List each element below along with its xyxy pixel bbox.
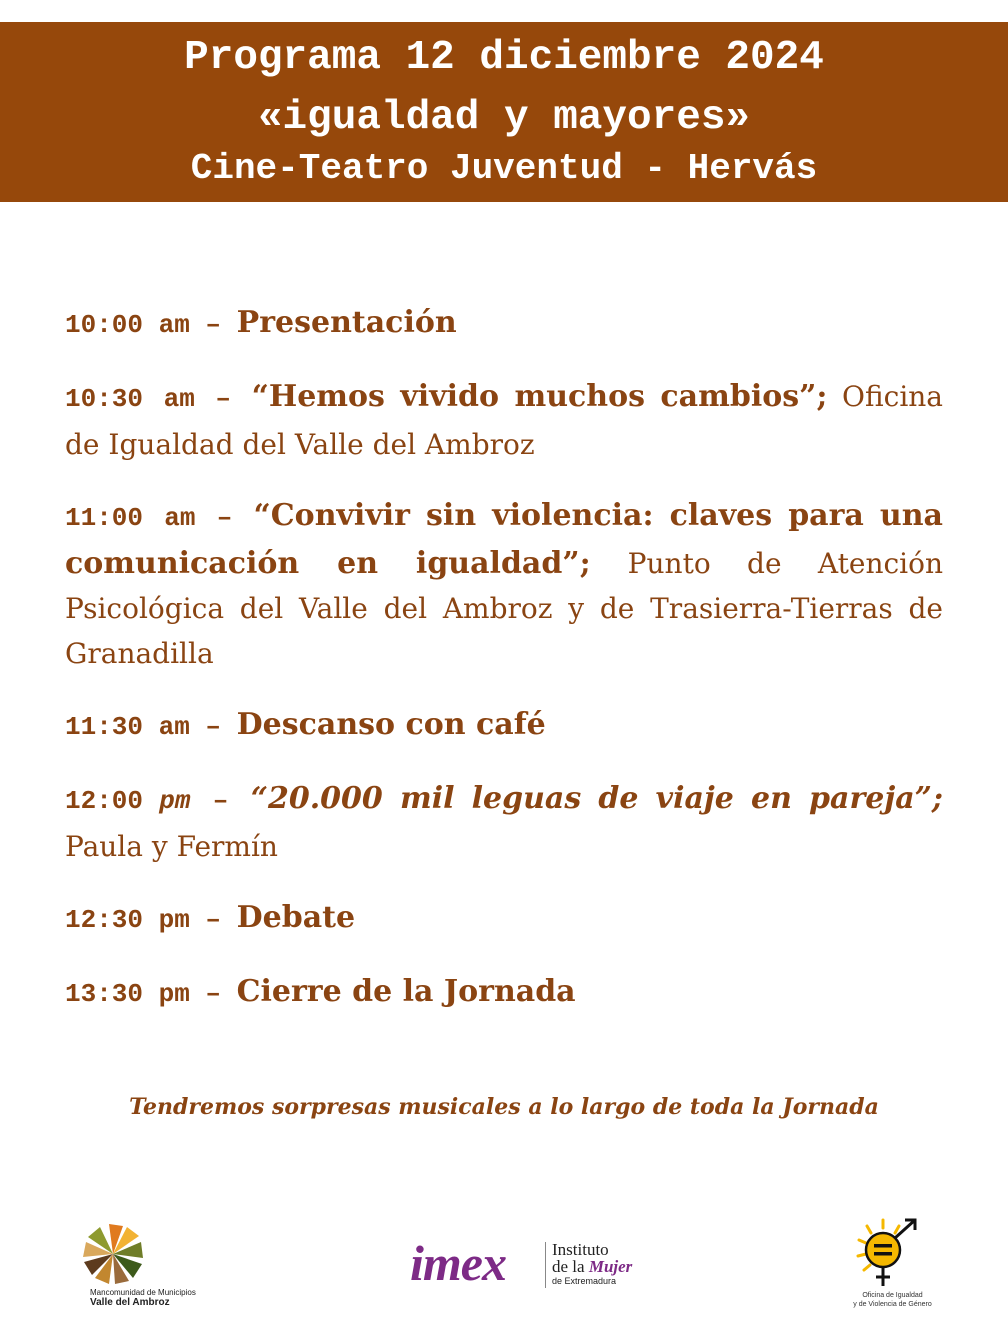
item-time: 13:30 pm: [65, 979, 190, 1009]
program-item-1000: 10:00 am – Presentación: [65, 305, 457, 340]
program-item-1030: 10:30 am – “Hemos vivido muchos cambios”; Oficina de Igualdad del Valle del Ambroz: [65, 379, 943, 461]
oficina-line2: y de Violencia de Género: [853, 1301, 932, 1308]
item-time: 11:30 am: [65, 712, 190, 742]
imex-line3: de Extremadura: [552, 1276, 617, 1286]
mancomunidad-logo: [78, 1222, 203, 1312]
program-item-1230: 12:30 pm – Debate: [65, 900, 356, 935]
imex-wordmark: imex: [410, 1235, 506, 1291]
item-title: Descanso con café: [236, 707, 546, 742]
closing-note: Tendremos sorpresas musicales a lo largo de toda la Jornada: [129, 1094, 879, 1120]
item-title: “20.000 mil leguas de viaje en pareja”;: [250, 781, 943, 816]
item-title: Debate: [236, 900, 356, 935]
item-title: “Convivir sin violencia: claves para una comunicación en igualdad”;: [65, 498, 943, 581]
imex-logo: [410, 1235, 650, 1294]
item-title: Cierre de la Jornada: [236, 974, 576, 1009]
program-title: Programa 12 diciembre 2024: [184, 35, 824, 81]
item-time: 11:00 am: [65, 503, 196, 533]
header-banner: [0, 22, 1008, 202]
mancomunidad-line1: Mancomunidad de Municipios: [90, 1288, 196, 1297]
pinwheel-icon: [78, 1222, 148, 1286]
program-item-1100: 11:00 am – “Convivir sin violencia: claves para una comunicación en igualdad”; Punto de Atención Psicológica del Valle del Ambroz y de Trasierra-Tierras de Granadilla: [65, 498, 943, 670]
item-time: 10:00 am: [65, 310, 190, 340]
item-organizer: Oficina de Igualdad del Valle del Ambroz: [65, 380, 943, 461]
item-title: Presentación: [236, 305, 457, 340]
mancomunidad-line2: Valle del Ambroz: [90, 1297, 170, 1308]
program-list: [65, 300, 943, 1043]
item-time: 12:00: [65, 786, 144, 816]
imex-line2: de la Mujer: [552, 1257, 633, 1276]
item-title: “Hemos vivido muchos cambios”;: [251, 379, 828, 414]
item-organizer: Punto de Atención Psicológica del Valle del Ambroz y de Trasierra-Tierras de Granadilla: [65, 547, 943, 670]
oficina-igualdad-logo: [845, 1214, 940, 1314]
equality-sun-icon: [845, 1214, 940, 1290]
program-subtitle: «igualdad y mayores»: [257, 95, 751, 141]
imex-line1: Instituto: [552, 1240, 609, 1259]
program-venue: Cine-Teatro Juventud - Hervás: [190, 148, 818, 189]
item-time-suffix: pm: [159, 786, 191, 816]
item-time: 12:30 pm: [65, 905, 190, 935]
item-time: 10:30 am: [65, 384, 195, 414]
program-item-1200: 12:00 pm – “20.000 mil leguas de viaje en pareja”; Paula y Fermín: [65, 781, 943, 863]
imex-divider: [545, 1242, 546, 1288]
program-item-1330: 13:30 pm – Cierre de la Jornada: [65, 974, 576, 1009]
program-item-1130: 11:30 am – Descanso con café: [65, 707, 546, 742]
oficina-line1: Oficina de Igualdad: [862, 1292, 923, 1299]
item-organizer: Paula y Fermín: [65, 830, 278, 863]
